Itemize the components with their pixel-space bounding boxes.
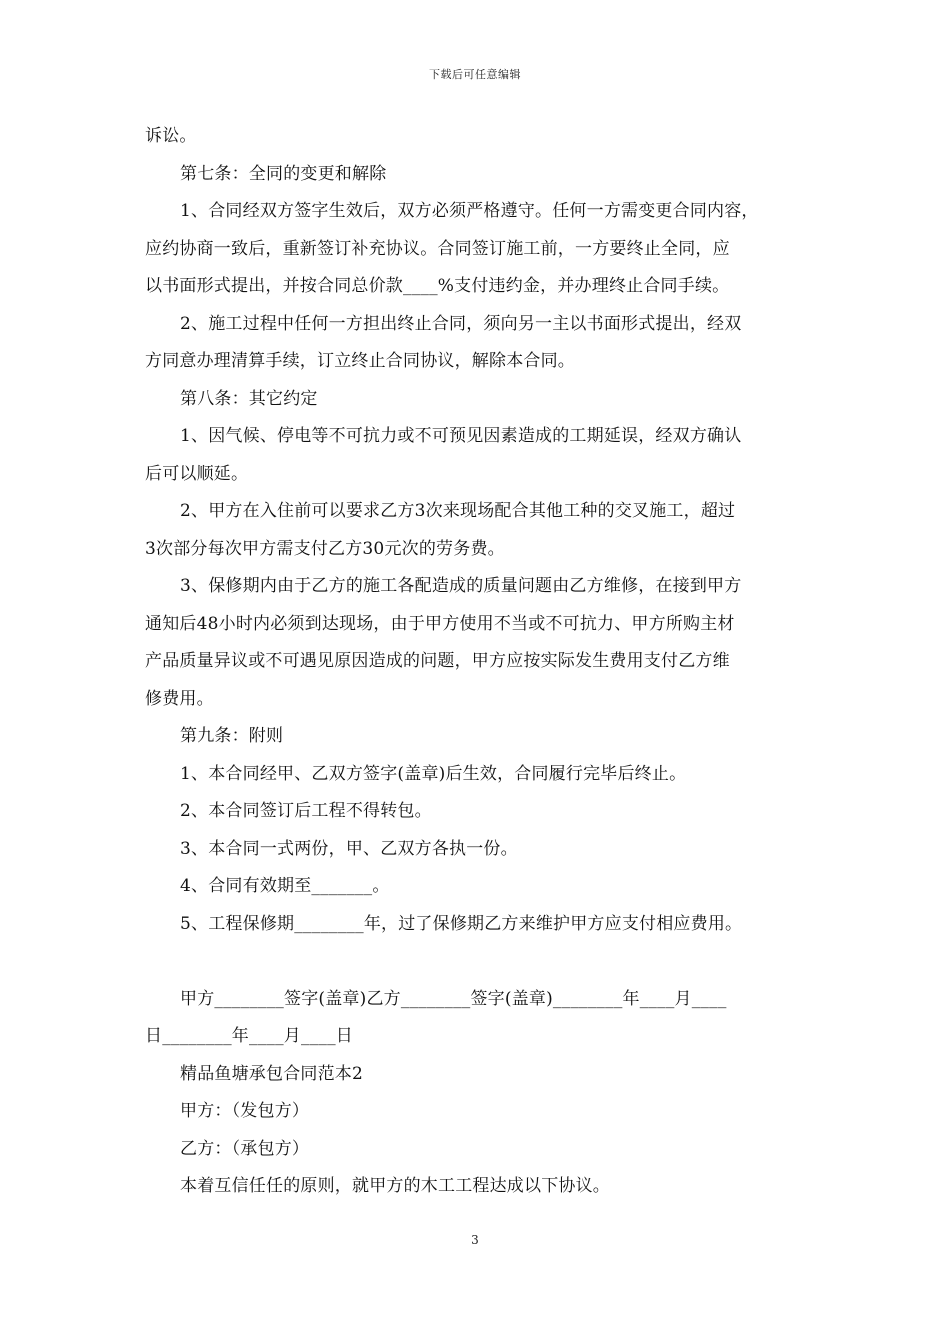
text-line: 5、工程保修期________年，过了保修期乙方来维护甲方应支付相应费用。: [180, 913, 743, 934]
text-line: 3次部分每次甲方需支付乙方30元次的劳务费。: [145, 538, 505, 559]
text-line: 应约协商一致后，重新签订补充协议。合同签订施工前，一方要终止全同，应: [145, 238, 730, 259]
page-header: 下载后可任意编辑: [429, 68, 521, 81]
text-line: 以书面形式提出，并按合同总价款____%支付违约金，并办理终止合同手续。: [145, 276, 730, 296]
section-heading: 第八条：其它约定: [180, 388, 318, 409]
page-number: 3: [471, 1233, 479, 1247]
signature-line: 日________年____月____日: [145, 1026, 353, 1046]
text-line: 1、合同经双方签字生效后，双方必须严格遵守。任何一方需变更合同内容，: [180, 201, 759, 221]
text-line: 本着互信任任的原则，就甲方的木工工程达成以下协议。: [180, 1176, 610, 1196]
text-line: 4、合同有效期至_______。: [180, 876, 390, 896]
text-line: 修费用。: [145, 688, 214, 709]
text-line: 诉讼。: [145, 126, 197, 146]
text-line: 后可以顺延。: [145, 463, 249, 484]
text-line: 2、本合同签订后工程不得转包。: [180, 801, 432, 821]
document-body: [145, 118, 810, 1206]
text-line: 2、施工过程中任何一方担出终止合同，须向另一主以书面形式提出，经双: [180, 313, 742, 334]
signature-line: 甲方________签字(盖章)乙方________签字(盖章)________年____月____: [180, 988, 727, 1009]
text-line: 1、本合同经甲、乙双方签字(盖章)后生效，合同履行完毕后终止。: [180, 763, 687, 784]
text-line: 3、本合同一式两份，甲、乙双方各执一份。: [180, 838, 518, 859]
document-title: 精品鱼塘承包合同范本2: [180, 1063, 364, 1084]
text-line: 方同意办理清算手续，订立终止合同协议，解除本合同。: [145, 351, 575, 371]
blank-line: [145, 943, 810, 981]
text-line: 2、甲方在入住前可以要求乙方3次来现场配合其他工种的交叉施工，超过: [180, 501, 736, 521]
section-heading: 第九条：附则: [180, 726, 284, 746]
party-b-line: 乙方：（承包方）: [180, 1138, 310, 1159]
text-line: 产品质量异议或不可遇见原因造成的问题，甲方应按实际发生费用支付乙方维: [145, 651, 730, 671]
section-heading: 第七条：全同的变更和解除: [180, 163, 387, 184]
text-line: 3、保修期内由于乙方的施工各配造成的质量问题由乙方维修，在接到甲方: [180, 576, 742, 596]
text-line: 通知后48小时内必须到达现场，由于甲方使用不当或不可抗力、甲方所购主材: [145, 613, 735, 634]
text-line: 1、因气候、停电等不可抗力或不可预见因素造成的工期延误，经双方确认: [180, 426, 742, 446]
party-a-line: 甲方：（发包方）: [180, 1101, 310, 1121]
